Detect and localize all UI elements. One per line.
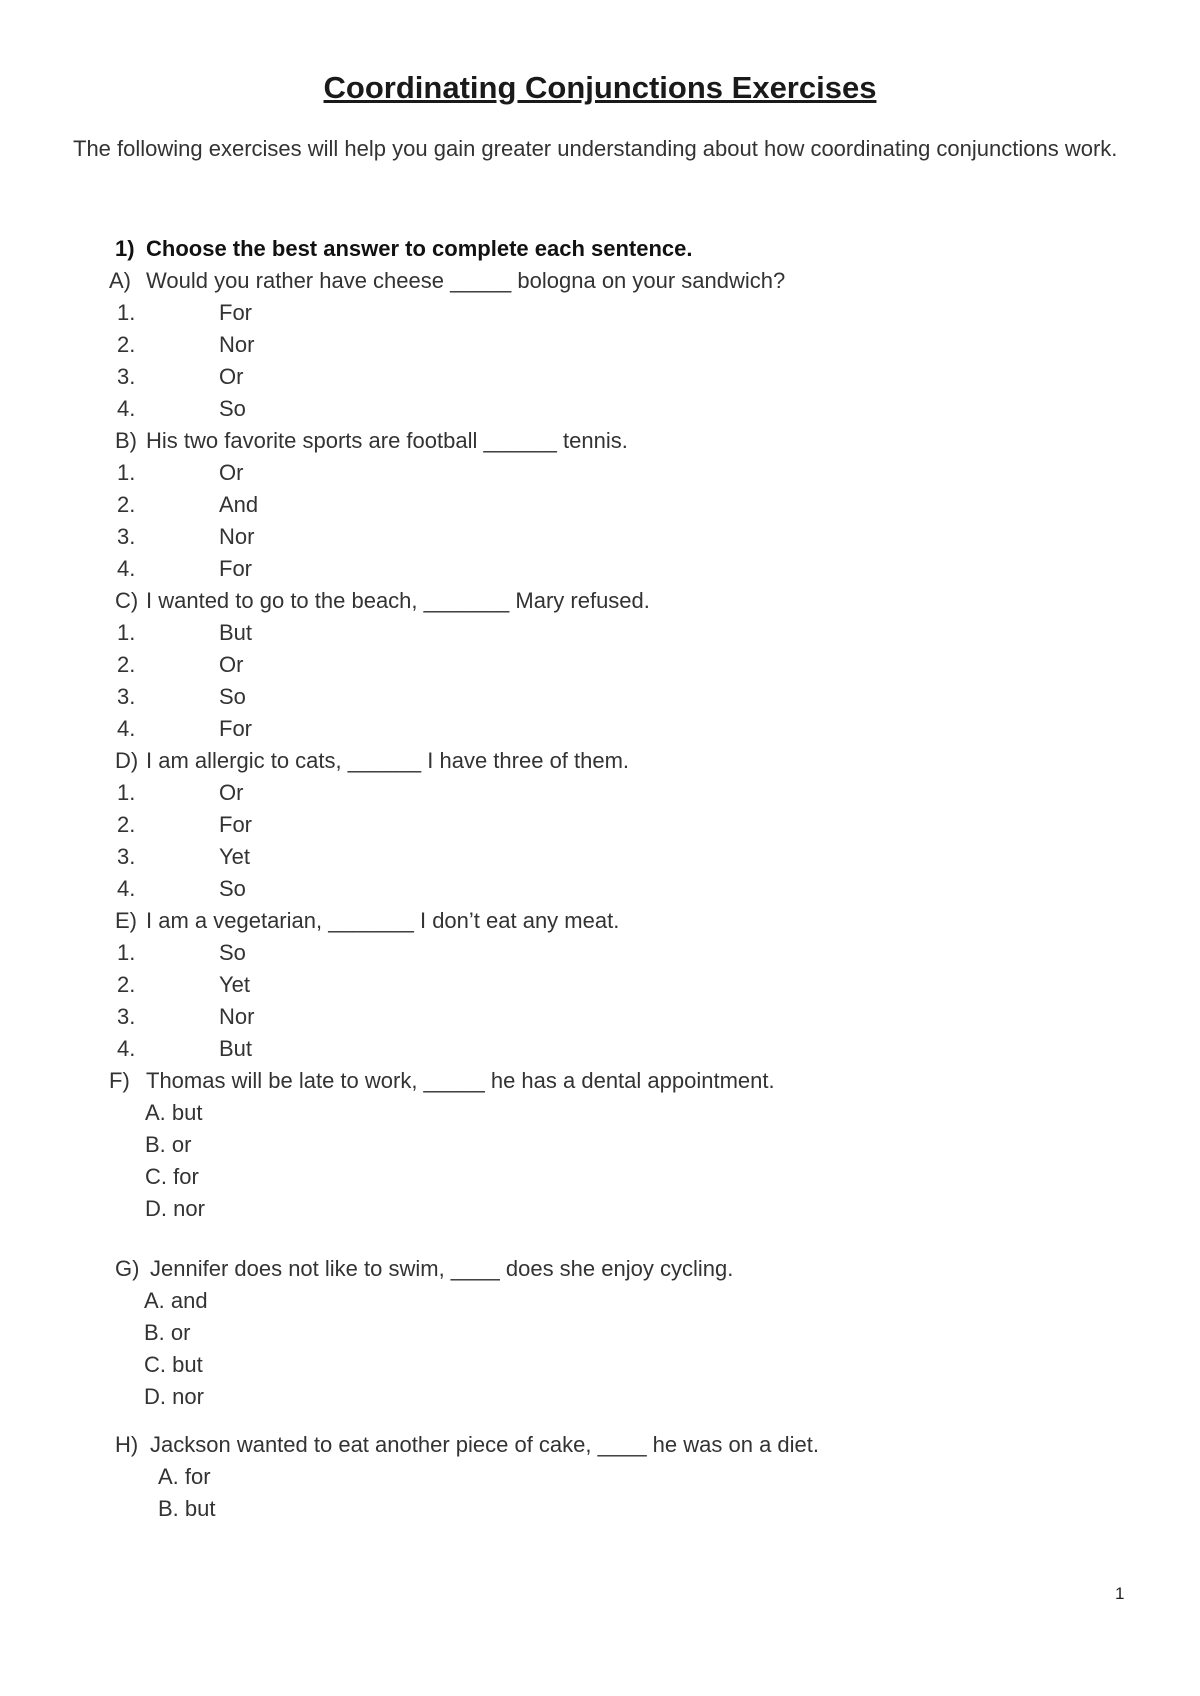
option-text: But xyxy=(219,1036,253,1061)
option-text: Or xyxy=(219,364,244,389)
question-a-text: Would you rather have cheese _____ bologna on your sandwich? xyxy=(146,268,786,293)
option-number: 1. xyxy=(117,620,136,645)
option-text: Or xyxy=(219,652,244,677)
question-d-label: D) xyxy=(115,748,139,773)
option-text: Yet xyxy=(219,972,251,997)
option-number: 3. xyxy=(117,524,136,549)
option-text: Nor xyxy=(219,332,255,357)
intro-paragraph: The following exercises will help you gain greater understanding about how coordinating conjunctions work. xyxy=(73,136,1118,161)
option-number: 1. xyxy=(117,300,136,325)
option-text: For xyxy=(219,812,252,837)
option-text: A. but xyxy=(145,1100,203,1125)
option-text: Yet xyxy=(219,844,251,869)
question-e-label: E) xyxy=(115,908,137,933)
section-heading: Choose the best answer to complete each sentence. xyxy=(146,236,693,261)
option-text: For xyxy=(219,716,252,741)
option-number: 1. xyxy=(117,460,136,485)
option-text: And xyxy=(219,492,259,517)
page-title: Coordinating Conjunctions Exercises xyxy=(323,70,877,105)
question-g-label: G) xyxy=(115,1256,140,1281)
section-number: 1) xyxy=(115,236,135,261)
question-f-label: F) xyxy=(109,1068,130,1093)
option-number: 4. xyxy=(117,396,136,421)
option-number: 3. xyxy=(117,1004,136,1029)
option-number: 1. xyxy=(117,780,136,805)
option-number: 2. xyxy=(117,972,136,997)
option-text: So xyxy=(219,940,246,965)
option-number: 4. xyxy=(117,716,136,741)
option-number: 2. xyxy=(117,492,136,517)
option-text: B. or xyxy=(145,1132,192,1157)
question-h-text: Jackson wanted to eat another piece of cake, ____ he was on a diet. xyxy=(150,1432,820,1457)
option-number: 3. xyxy=(117,844,136,869)
option-number: 2. xyxy=(117,332,136,357)
option-text: So xyxy=(219,684,246,709)
question-a-label: A) xyxy=(109,268,131,293)
option-text: Nor xyxy=(219,524,255,549)
option-number: 4. xyxy=(117,1036,136,1061)
option-text: B. or xyxy=(144,1320,191,1345)
question-c-text: I wanted to go to the beach, _______ Mary refused. xyxy=(146,588,650,613)
option-text: Or xyxy=(219,460,244,485)
option-text: So xyxy=(219,396,246,421)
option-text: B. but xyxy=(158,1496,216,1521)
option-text: So xyxy=(219,876,246,901)
question-h-label: H) xyxy=(115,1432,139,1457)
option-text: C. but xyxy=(144,1352,203,1377)
option-text: D. nor xyxy=(145,1196,205,1221)
question-g-text: Jennifer does not like to swim, ____ does she enjoy cycling. xyxy=(150,1256,734,1281)
page-number: 1 xyxy=(1115,1584,1125,1603)
option-text: Nor xyxy=(219,1004,255,1029)
option-text: C. for xyxy=(145,1164,199,1189)
question-b-label: B) xyxy=(115,428,137,453)
option-text: But xyxy=(219,620,253,645)
option-text: For xyxy=(219,556,252,581)
option-text: For xyxy=(219,300,252,325)
option-number: 1. xyxy=(117,940,136,965)
option-number: 3. xyxy=(117,364,136,389)
question-e-text: I am a vegetarian, _______ I don’t eat any meat. xyxy=(146,908,620,933)
option-number: 4. xyxy=(117,876,136,901)
option-number: 2. xyxy=(117,652,136,677)
question-c-label: C) xyxy=(115,588,139,613)
option-text: A. for xyxy=(158,1464,211,1489)
option-number: 4. xyxy=(117,556,136,581)
option-text: A. and xyxy=(144,1288,208,1313)
option-number: 3. xyxy=(117,684,136,709)
question-f-text: Thomas will be late to work, _____ he has a dental appointment. xyxy=(146,1068,775,1093)
question-b-text: His two favorite sports are football ______ tennis. xyxy=(146,428,628,453)
option-number: 2. xyxy=(117,812,136,837)
question-d-text: I am allergic to cats, ______ I have three of them. xyxy=(146,748,630,773)
option-text: Or xyxy=(219,780,244,805)
option-text: D. nor xyxy=(144,1384,204,1409)
